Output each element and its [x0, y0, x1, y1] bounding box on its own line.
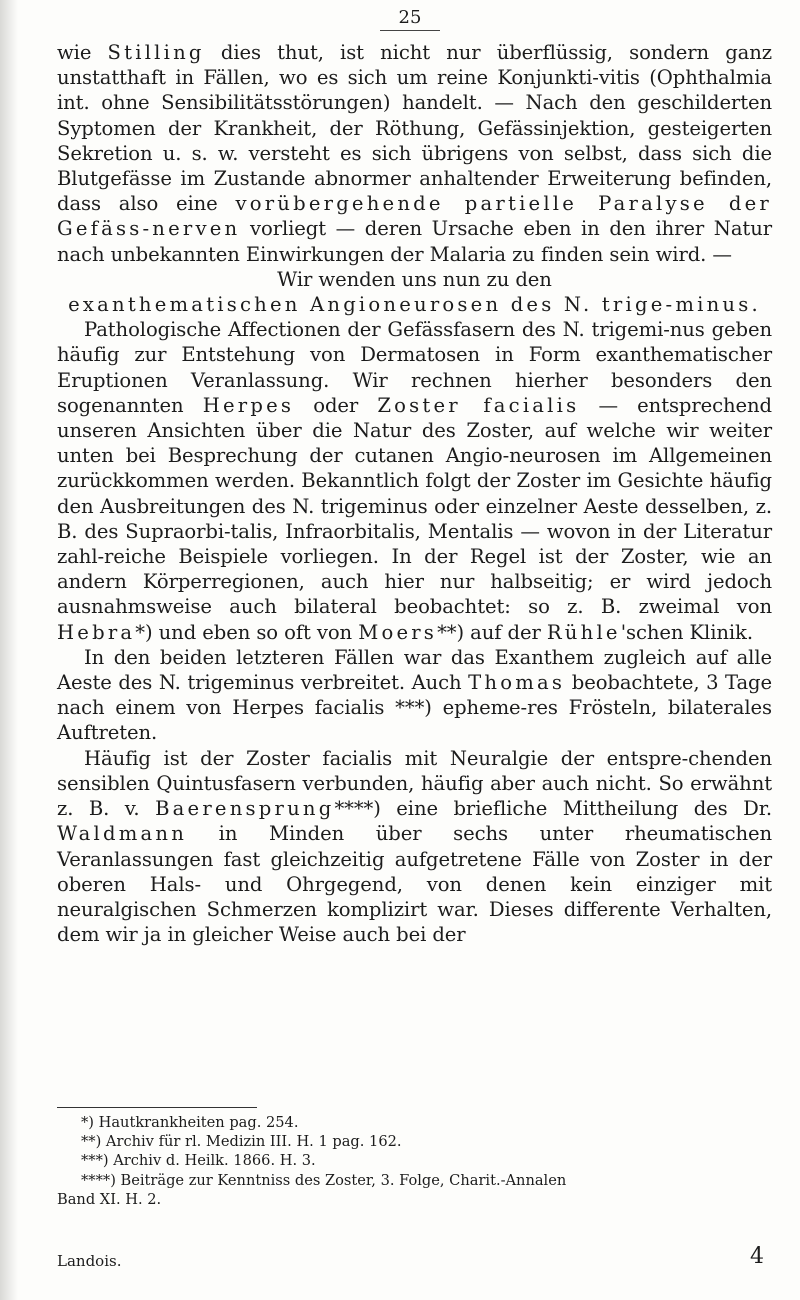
paragraph-text: in Minden über sechs unter rheumatischen Veranlassungen fast gleichzeitig aufgetretene Fälle von Zoster in der oberen Hals- und Ohrgegend, von denen kein einziger mit neuralgischen Schmerzen komplizirt war. Dieses differente Verhalten, dem wir ja in gleicher Weise auch bei der: [57, 822, 772, 947]
paragraph-text: dies thut, ist nicht nur überflüssig, sondern ganz unstatthaft in Fällen, wo es sich um reine Konjunkti-vitis (Ophthalmia int. ohne Sensibilitätsstörungen) handelt. — Nach den geschilderten Syptomen der Krankheit, der Röthung, Gefässinjektion, gesteigerten Sekretion u. s. w. versteht es sich übrigens von selbst, dass sich die Blutgefässe im Zustande abnormer anhaltender Erweiterung befinden, dass also eine: [57, 41, 772, 216]
spaced-emphasis-text: Hebra: [57, 620, 136, 644]
page-number: 25: [380, 6, 440, 31]
paragraph-5: [57, 645, 772, 746]
spaced-emphasis-text: Zoster facialis: [377, 393, 580, 417]
paragraph-3: [57, 292, 772, 317]
footnotes: [57, 1113, 772, 1209]
spaced-emphasis-text: Stilling: [107, 41, 205, 64]
footnote-2: **) Archiv für rl. Medizin III. H. 1 pag. 162.: [81, 1133, 402, 1151]
paragraph-text: 'schen Klinik.: [620, 620, 753, 644]
paragraph-text: — entsprechend unseren Ansichten über die Natur des Zoster, auf welche wir weiter unten bei Besprechung der cutanen Angio-neurosen im Allgemeinen zurückkommen werden. Bekanntlich folgt der Zoster im Gesichte häufig den Ausbreitungen des N. trigeminus oder einzelner Aeste desselben, z. B. des Supraorbi-talis, Infraorbitalis, Mentalis — wovon in der Literatur zahl-reiche Beispiele vorliegen. In der Regel ist der Zoster, wie an andern Körperregionen, auch hier nur halbseitig; er wird jedoch ausnahmsweise auch bilateral beobachtet: so z. B. zweimal von: [57, 393, 772, 619]
body-text: [57, 40, 772, 947]
signature-sheet-number: 4: [750, 1244, 764, 1269]
spaced-emphasis-text: Baerensprung: [155, 797, 335, 821]
paragraph-text: wie: [57, 41, 108, 64]
footnote-4: ****) Beiträge zur Kenntniss des Zoster, 3. Folge, Charit.-Annalen: [81, 1171, 567, 1189]
signature-line: [57, 1246, 772, 1272]
page-edge-shadow: [0, 0, 18, 1300]
paragraph-text: oder: [294, 393, 378, 417]
paragraph-text: In den beiden letzteren Fällen war das Exanthem zugleich auf alle Aeste des N. trigeminus verbreitet. Auch: [57, 645, 772, 695]
paragraph-text: ****) eine briefliche Mittheilung des Dr.: [334, 797, 772, 821]
paragraph-4: [57, 317, 772, 645]
spaced-emphasis-text: Thomas: [468, 671, 566, 695]
paragraph-text: *) und eben so oft von: [135, 620, 359, 644]
paragraph-text: beobachtete, 3 Tage nach einem von Herpes facialis ***) epheme-res Frösteln, bilaterales Auftreten.: [57, 671, 772, 745]
paragraph-2: [57, 267, 772, 292]
footnote-1: *) Hautkrankheiten pag. 254.: [81, 1114, 299, 1131]
spaced-emphasis-text: Moers: [358, 620, 438, 644]
paragraph-text: **) auf der: [437, 620, 547, 644]
footnote-divider: [57, 1107, 257, 1108]
footnote-4-continuation: Band XI. H. 2.: [57, 1190, 162, 1208]
paragraph-1: [57, 40, 772, 267]
signature-author: Landois.: [57, 1252, 122, 1270]
footnote-3: ***) Archiv d. Heilk. 1866. H. 3.: [81, 1152, 316, 1170]
spaced-emphasis-text: Waldmann: [57, 822, 188, 846]
paragraph-text: Wir wenden uns nun zu den: [277, 267, 552, 291]
paragraph-6: [57, 746, 772, 948]
spaced-emphasis-text: exanthematischen Angioneurosen des N. trige-minus.: [68, 293, 761, 317]
spaced-emphasis-text: Herpes: [202, 393, 295, 417]
paragraph-text: Häufig ist der Zoster facialis mit Neuralgie der entspre-chenden sensiblen Quintusfasern verbunden, häufig aber auch nicht. So erwähnt z. B. v.: [57, 746, 772, 821]
paragraph-text: Pathologische Affectionen der Gefässfasern des N. trigemi-nus geben häufig zur Entstehung von Dermatosen in Form exanthematischer Eruptionen Veranlassung. Wir rechnen hierher besonders den sogenannten: [57, 318, 772, 417]
spaced-emphasis-text: vorübergehende partielle Paralyse der Gefäss-nerven: [57, 192, 772, 241]
paragraph-text: vorliegt — deren Ursache eben in den ihrer Natur nach unbekannten Einwirkungen der Malaria zu finden sein wird. —: [57, 217, 772, 266]
spaced-emphasis-text: Rühle: [546, 620, 621, 644]
